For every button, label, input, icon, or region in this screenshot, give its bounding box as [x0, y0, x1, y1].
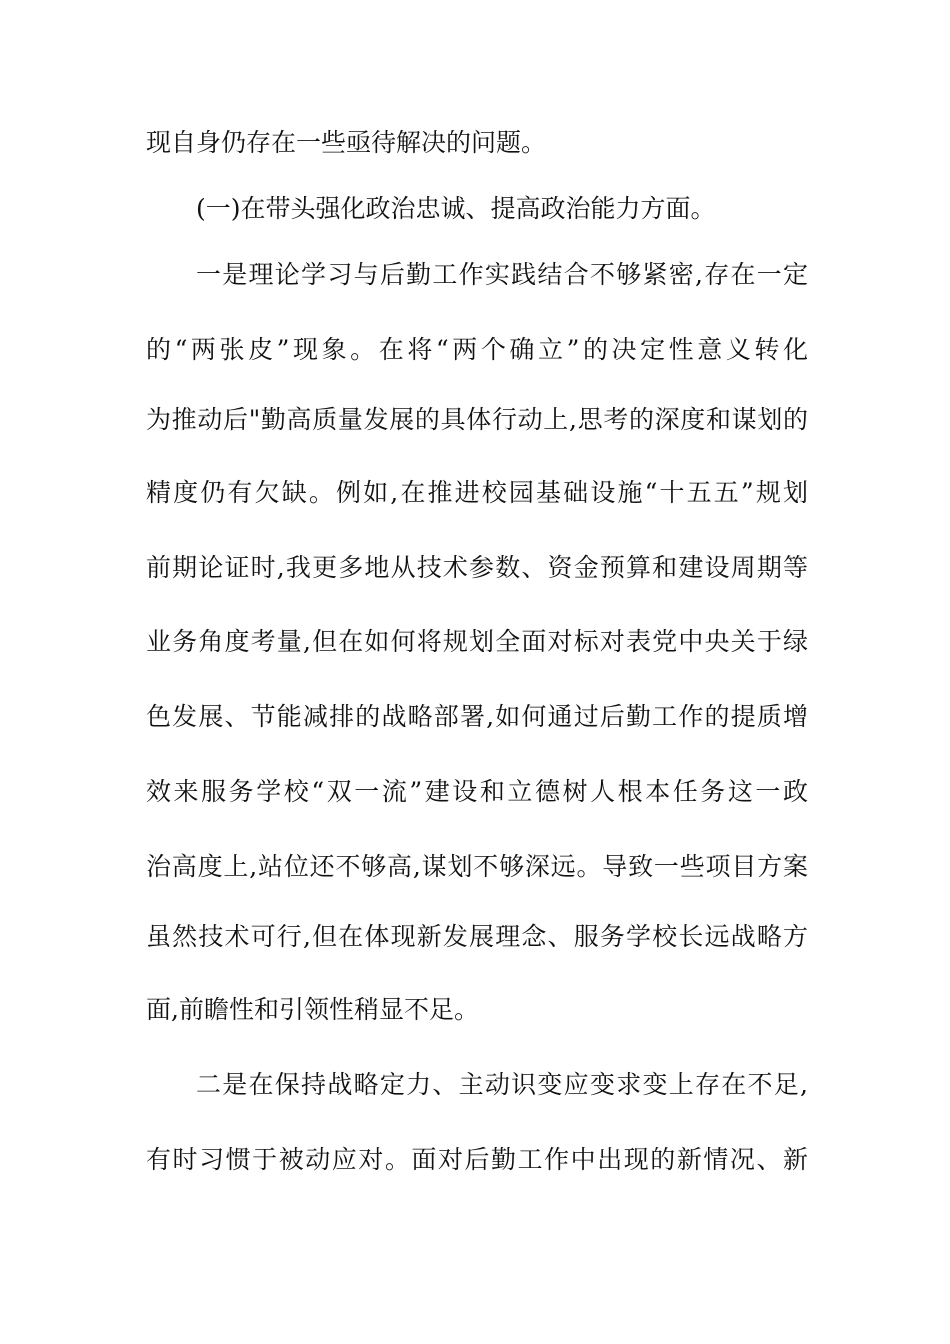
text-line: 业务角度考量,但在如何将规划全面对标对表党中央关于绿 — [146, 627, 808, 656]
text-line: 的“两张皮”现象。在将“两个确立”的决定性意义转化 — [146, 335, 808, 364]
text-line: 有时习惯于被动应对。面对后勤工作中出现的新情况、新 — [146, 1145, 808, 1174]
section-heading: (一)在带头强化政治忠诚、提高政治能力方面。 — [196, 194, 716, 223]
text-line: 前期论证时,我更多地从技术参数、资金预算和建设周期等 — [146, 553, 808, 582]
text-line: 现自身仍存在一些亟待解决的问题。 — [146, 128, 547, 157]
text-line: 二是在保持战略定力、主动识变应变求变上存在不足, — [196, 1070, 808, 1099]
text-line: 效来服务学校“双一流”建设和立德树人根本任务这一政 — [146, 777, 808, 806]
text-line: 面,前瞻性和引领性稍显不足。 — [146, 995, 479, 1024]
text-line: 一是理论学习与后勤工作实践结合不够紧密,存在一定 — [196, 260, 808, 289]
text-line: 治高度上,站位还不够高,谋划不够深远。导致一些项目方案 — [146, 852, 808, 881]
text-line: 色发展、节能减排的战略部署,如何通过后勤工作的提质增 — [146, 702, 808, 731]
text-line: 为推动后"勤高质量发展的具体行动上,思考的深度和谋划的 — [146, 405, 808, 434]
text-line: 虽然技术可行,但在体现新发展理念、服务学校长远战略方 — [146, 922, 808, 951]
text-line: 精度仍有欠缺。例如,在推进校园基础设施“十五五”规划 — [146, 478, 808, 507]
